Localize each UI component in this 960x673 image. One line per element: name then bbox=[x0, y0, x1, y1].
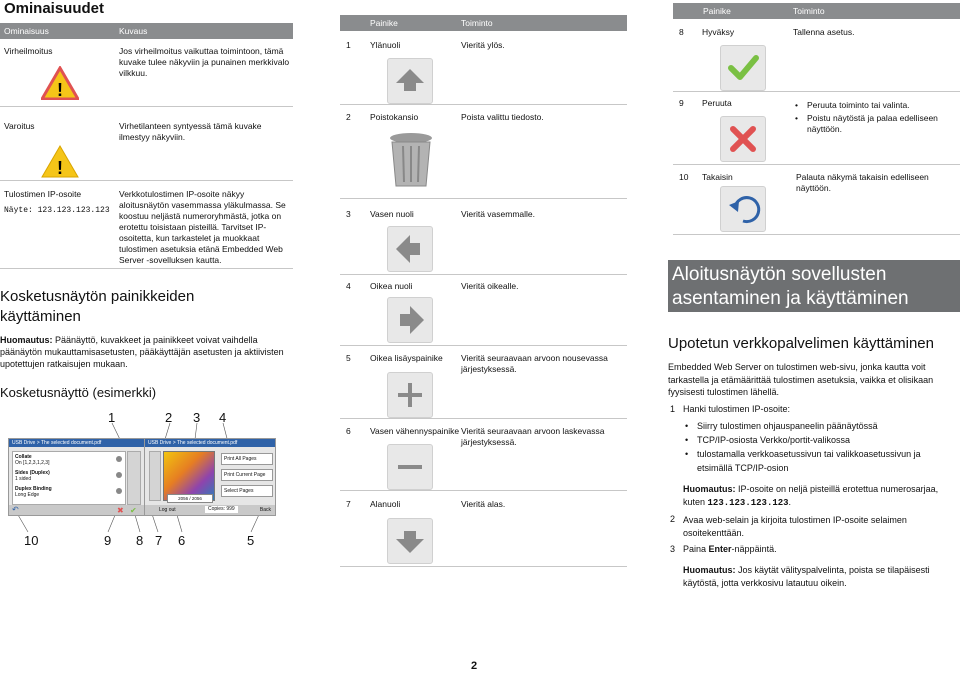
touchscreen-example-left bbox=[8, 438, 146, 516]
row3-name: Vasen nuoli bbox=[370, 209, 414, 219]
page-number: 2 bbox=[471, 660, 478, 672]
screen1-scrollbar[interactable] bbox=[127, 451, 141, 505]
step2-text: Avaa web-selain ja kirjoita tulostimen IP-osoite selaimen osoitekenttään. bbox=[683, 515, 907, 538]
callout-2: 2 bbox=[165, 410, 173, 425]
down-arrow-icon bbox=[387, 518, 433, 564]
cancel-icon bbox=[720, 116, 766, 162]
row5-name: Oikea lisäyspainike bbox=[370, 353, 443, 363]
feature-error: Virheilmoitus bbox=[4, 46, 53, 56]
page-counter: 2056 / 2056 bbox=[167, 494, 213, 503]
row9-num: 9 bbox=[679, 98, 684, 108]
screen1-accept-icon[interactable]: ✔ bbox=[130, 506, 137, 515]
callout-7: 7 bbox=[155, 533, 163, 548]
row3-num: 3 bbox=[346, 209, 351, 219]
touch-heading: Kosketusnäytön painikkeiden käyttäminen bbox=[0, 288, 195, 325]
feature-ip-desc: Verkkotulostimen IP-osoite näkyy aloitusnäytön vasemmassa yläkulmassa. Se koostuu neljästä numeroryhmästä, jotka on erotettu toisistaan pisteillä. Tarvitset IP-osoitetta, kun tarkastelet ja muokkaat tulostimen asetuksia etänä Embedded Web Server -sovelluksen kautta. bbox=[119, 189, 286, 265]
row7-num: 7 bbox=[346, 499, 351, 509]
touchscreen-example-right bbox=[144, 438, 276, 516]
screen1-path-bar: USB Drive > The selected document.pdf bbox=[9, 439, 145, 447]
step2-num: 2 bbox=[670, 514, 676, 524]
select-pages-button[interactable]: Select Pages bbox=[221, 485, 273, 497]
left-arrow-icon bbox=[387, 226, 433, 272]
callout-8: 8 bbox=[136, 533, 144, 548]
trash-icon bbox=[388, 130, 434, 190]
logout-button[interactable]: Log out bbox=[159, 507, 176, 513]
row10-num: 10 bbox=[679, 172, 689, 182]
row1-num: 1 bbox=[346, 40, 351, 50]
page-title: Ominaisuudet bbox=[4, 0, 105, 17]
step1-num: 1 bbox=[670, 404, 676, 414]
plus-icon bbox=[387, 372, 433, 418]
row4-name: Oikea nuoli bbox=[370, 281, 413, 291]
row4-num: 4 bbox=[346, 281, 351, 291]
row2-num: 2 bbox=[346, 112, 351, 122]
header-feature: Ominaisuus bbox=[4, 26, 49, 36]
back-icon bbox=[720, 186, 766, 232]
ews-heading: Upotetun verkkopalvelimen käyttäminen bbox=[668, 335, 934, 352]
row6-num: 6 bbox=[346, 426, 351, 436]
screen1-cancel-icon[interactable]: ✖ bbox=[117, 506, 124, 515]
check-icon bbox=[720, 45, 766, 91]
apps-banner bbox=[668, 260, 960, 312]
row1-name: Ylänuoli bbox=[370, 40, 401, 50]
step3-text: Paina Enter-näppäintä. bbox=[683, 544, 777, 554]
svg-text:!: ! bbox=[57, 158, 63, 178]
up-arrow-icon bbox=[387, 58, 433, 104]
step3-num: 3 bbox=[670, 544, 676, 554]
callout-1: 1 bbox=[108, 410, 116, 425]
step1-text: Hanki tulostimen IP-osoite: bbox=[683, 404, 791, 414]
callout-5: 5 bbox=[247, 533, 255, 548]
row5-num: 5 bbox=[346, 353, 351, 363]
error-warning-icon bbox=[41, 66, 79, 100]
feature-ip: Tulostimen IP-osoite bbox=[4, 189, 82, 199]
row8-action: Tallenna asetus. bbox=[793, 27, 855, 37]
row10-name: Takaisin bbox=[702, 172, 733, 182]
callout-3: 3 bbox=[193, 410, 201, 425]
step3-note: Huomautus: Jos käytät välityspalvelinta, poista se tilapäisesti käytöstä, jotta verkkosivu latautuu oikein. bbox=[683, 565, 930, 588]
row1-action: Vieritä ylös. bbox=[461, 40, 505, 50]
features-table-header bbox=[0, 23, 293, 39]
right-arrow-icon bbox=[387, 297, 433, 343]
row7-name: Alanuoli bbox=[370, 499, 401, 509]
touch-note: Huomautus: Päänäyttö, kuvakkeet ja painikkeet voivat vaihdella päänäytön mukauttamisasetusten, pääkäyttäjän asetusten ja aktiivisten upotettujen ratkaisujen mukaan. bbox=[0, 335, 284, 369]
feature-ip-sample: Näyte: 123.123.123.123 bbox=[4, 206, 110, 215]
callout-9: 9 bbox=[104, 533, 112, 548]
row8-num: 8 bbox=[679, 27, 684, 37]
row6-action: Vieritä seuraavaan arvoon laskevassa järjestyksessä. bbox=[461, 426, 605, 447]
feature-warning-desc: Virhetilanteen syntyessä tämä kuvake ilmestyy näkyviin. bbox=[119, 121, 262, 142]
screen1-item-binding[interactable]: Duplex Binding Long Edge bbox=[15, 486, 52, 498]
buttons-table-header-mid: Painike Toiminto bbox=[340, 15, 627, 31]
screen1-back-icon[interactable]: ↶ bbox=[12, 505, 19, 514]
print-current-button[interactable]: Print Current Page bbox=[221, 469, 273, 481]
header-description: Kuvaus bbox=[119, 26, 148, 36]
row8-name: Hyväksy bbox=[702, 27, 735, 37]
row10-action: Palauta näkymä takaisin edelliseen näyttöön. bbox=[796, 172, 929, 193]
callout-10: 10 bbox=[24, 533, 39, 548]
screen2-path-bar: USB Drive > The selected document.pdf bbox=[145, 439, 275, 447]
row5-action: Vieritä seuraavaan arvoon nousevassa järjestyksessä. bbox=[461, 353, 608, 374]
back-button[interactable]: Back bbox=[259, 507, 271, 513]
row9-name: Peruuta bbox=[702, 98, 732, 108]
screen1-item-sides[interactable]: Sides (Duplex) 1 sided bbox=[15, 470, 50, 482]
row2-action: Poista valittu tiedosto. bbox=[461, 112, 544, 122]
step1-bullets: • Siirry tulostimen ohjauspaneelin päänäytössä • TCP/IP-osiosta Verkko/portit-valikossa • tulostamalla verkkoasetussivun tai valikkoasetussivun ja etsimällä TCP/IP-osion bbox=[697, 419, 955, 475]
example-heading: Kosketusnäyttö (esimerkki) bbox=[0, 385, 157, 400]
step1-note: Huomautus: IP-osoite on neljä pisteillä erotettua numerosarjaa, kuten 123.123.123.123. bbox=[683, 484, 939, 508]
feature-error-desc: Jos virheilmoitus vaikuttaa toimintoon, tämä kuvake tulee näkyviin ja punainen merkkivalo vilkkuu. bbox=[119, 46, 290, 78]
minus-icon bbox=[387, 444, 433, 490]
feature-warning: Varoitus bbox=[4, 121, 35, 131]
row9-action-list: • Peruuta toiminto tai valinta. • Poistu näytöstä ja palaa edelliseen näyttöön. bbox=[807, 100, 957, 135]
row4-action: Vieritä oikealle. bbox=[461, 281, 519, 291]
row3-action: Vieritä vasemmalle. bbox=[461, 209, 536, 219]
print-all-button[interactable]: Print All Pages bbox=[221, 453, 273, 465]
warning-icon bbox=[41, 144, 79, 178]
apps-banner-title: Aloitusnäytön sovellusten asentaminen ja käyttäminen bbox=[672, 264, 909, 309]
callout-6: 6 bbox=[178, 533, 186, 548]
svg-text:!: ! bbox=[57, 80, 63, 100]
row6-name: Vasen vähennyspainike bbox=[370, 426, 460, 436]
row2-name: Poistokansio bbox=[370, 112, 419, 122]
copies-field[interactable]: Copies: 999 bbox=[205, 506, 238, 513]
callout-4: 4 bbox=[219, 410, 227, 425]
screen1-item-collate[interactable]: Collate On [1,2,3,1,2,3] bbox=[15, 454, 50, 466]
ews-intro: Embedded Web Server on tulostimen web-sivu, jonka kautta voit tarkastella ja etämäärittää tulostimen asetuksia, vaikka et olisikaan fyysisesti tulostimen lähellä. bbox=[668, 362, 934, 397]
buttons-table-header-right: Painike Toiminto bbox=[673, 3, 960, 19]
row7-action: Vieritä alas. bbox=[461, 499, 506, 509]
